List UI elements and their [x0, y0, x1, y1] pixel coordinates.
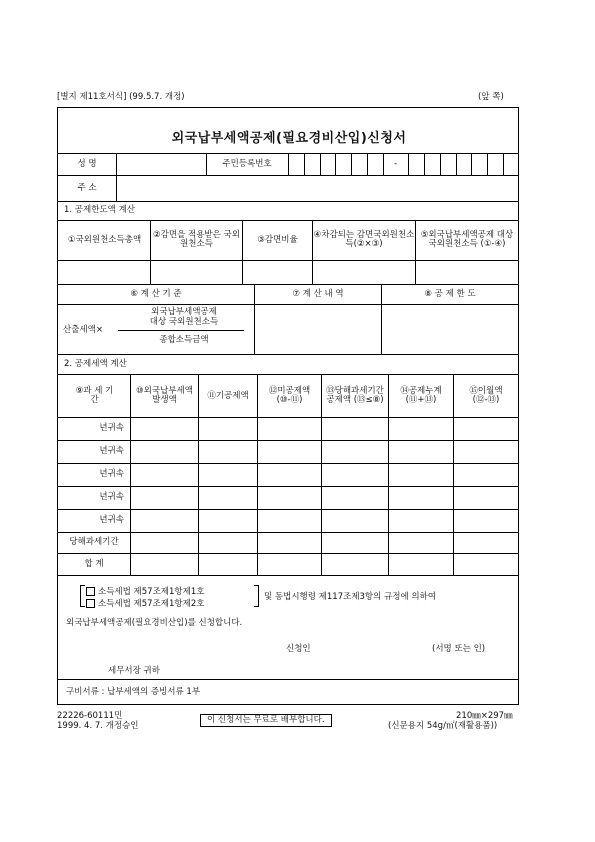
- approval-date: 1999. 4. 7. 개정승인: [57, 721, 139, 731]
- section1-heading: 1. 공제한도액 계산: [64, 205, 135, 215]
- attachments: 구비서류 : 납부세액의 증빙서류 1부: [66, 687, 201, 697]
- law-option-2[interactable]: 소득세법 제57조제1항제2호: [86, 599, 204, 609]
- reduced-income-field[interactable]: [152, 262, 240, 282]
- col-current-deduction: ⑬당해과세기간공제액 (⑬≤⑧): [326, 386, 384, 405]
- col-reduction-ratio: ③감면비율: [257, 234, 298, 245]
- paper-size: 210㎜×297㎜: [456, 711, 513, 721]
- period-row-label: 년귀속: [99, 492, 124, 503]
- col-cumulative-deduction: ⑭공제누계 (⑪+⑬): [400, 386, 442, 405]
- page-side-label: (앞 쪽): [478, 92, 504, 102]
- paper-type: (신문용지 54g/㎡(재활용품)): [388, 721, 498, 731]
- foreign-income-total-field[interactable]: [60, 262, 148, 282]
- formula-fraction-bar: [118, 330, 244, 331]
- reduction-ratio-field[interactable]: [244, 262, 310, 282]
- bracket-right-icon: [254, 585, 259, 607]
- deducted-reduction-field[interactable]: [314, 262, 413, 282]
- bracket-left-icon: [80, 585, 85, 607]
- period-row-label: 년귀속: [99, 423, 124, 434]
- law-reference: 및 동법시행령 제117조제3항의 규정에 의하여: [264, 592, 437, 602]
- free-distribution-notice: 이 신청서는 무료로 배부합니다.: [200, 714, 332, 727]
- resident-number-field[interactable]: [289, 155, 517, 173]
- application-form: [57, 107, 519, 705]
- applicant-label: 신청인: [286, 644, 311, 654]
- col-foreign-tax-paid: ⑩외국납부세액발생액: [136, 386, 193, 405]
- col-foreign-income-total: ①국외원천소득총액: [67, 234, 142, 245]
- formula-numerator-line2: 대상 국외원천소득: [149, 317, 219, 327]
- total-row-label: 합 계: [84, 558, 104, 569]
- period-row-label: 년귀속: [99, 515, 124, 526]
- name-label: 성 명: [77, 158, 97, 169]
- col-undeducted: ⑫미공제액 (⑩-⑪): [268, 386, 311, 405]
- address-label: 주 소: [77, 182, 97, 193]
- col-previously-deducted: ⑪기공제액: [207, 390, 249, 401]
- col-reduced-income: ②감면을 적용받은 국외원천소득: [153, 230, 240, 249]
- col-carryover: ⑮이월액 (⑫-⑬): [469, 386, 503, 405]
- addressee: 세무서장 귀하: [108, 666, 160, 676]
- calc-basis-header: ⑥ 계 산 기 준: [130, 288, 182, 299]
- current-period-row-label: 당해과세기간: [69, 537, 119, 548]
- section2-heading: 2. 공제세액 계산: [64, 359, 127, 369]
- formula-numerator-line1: 외국납부세액공제: [151, 307, 217, 317]
- eligible-income-field[interactable]: [417, 262, 516, 282]
- request-statement: 외국납부세액공제(필요경비산입)를 신청합니다.: [66, 618, 243, 628]
- col-deducted-reduction: ④차감되는 감면국외원천소득(②×③): [313, 230, 415, 249]
- form-title: 외국납부세액공제(필요경비산입)신청서: [171, 131, 407, 146]
- calc-detail-header: ⑦ 계 산 내 역: [292, 288, 344, 299]
- calc-detail-field[interactable]: [256, 306, 379, 352]
- col-eligible-income: ⑤외국납부세액공제 대상 국외원천소득 (①-④): [420, 230, 514, 249]
- resident-number-label: 주민등록번호: [222, 158, 272, 169]
- address-field[interactable]: [118, 177, 516, 199]
- deduction-limit-field[interactable]: [383, 306, 516, 352]
- period-row-label: 년귀속: [99, 469, 124, 480]
- law-option-1[interactable]: 소득세법 제57조제1항제1호: [86, 587, 204, 597]
- form-code: 22226-60111민: [57, 711, 123, 721]
- col-tax-period: ⑨과 세 기 간: [75, 386, 114, 405]
- form-reference: [별지 제11호서식] (99.5.7. 개정): [57, 92, 185, 102]
- name-field[interactable]: [118, 155, 204, 173]
- checkbox-icon[interactable]: [86, 587, 95, 596]
- formula-denominator: 종합소득금액: [159, 335, 209, 345]
- deduction-limit-header: ⑧ 공 제 한 도: [424, 288, 476, 299]
- formula-prefix: 산출세액×: [63, 325, 103, 335]
- signature-label[interactable]: (서명 또는 인): [432, 644, 486, 654]
- checkbox-icon[interactable]: [86, 599, 95, 608]
- period-row-label: 년귀속: [99, 446, 124, 457]
- resident-number-dash: -: [393, 158, 398, 169]
